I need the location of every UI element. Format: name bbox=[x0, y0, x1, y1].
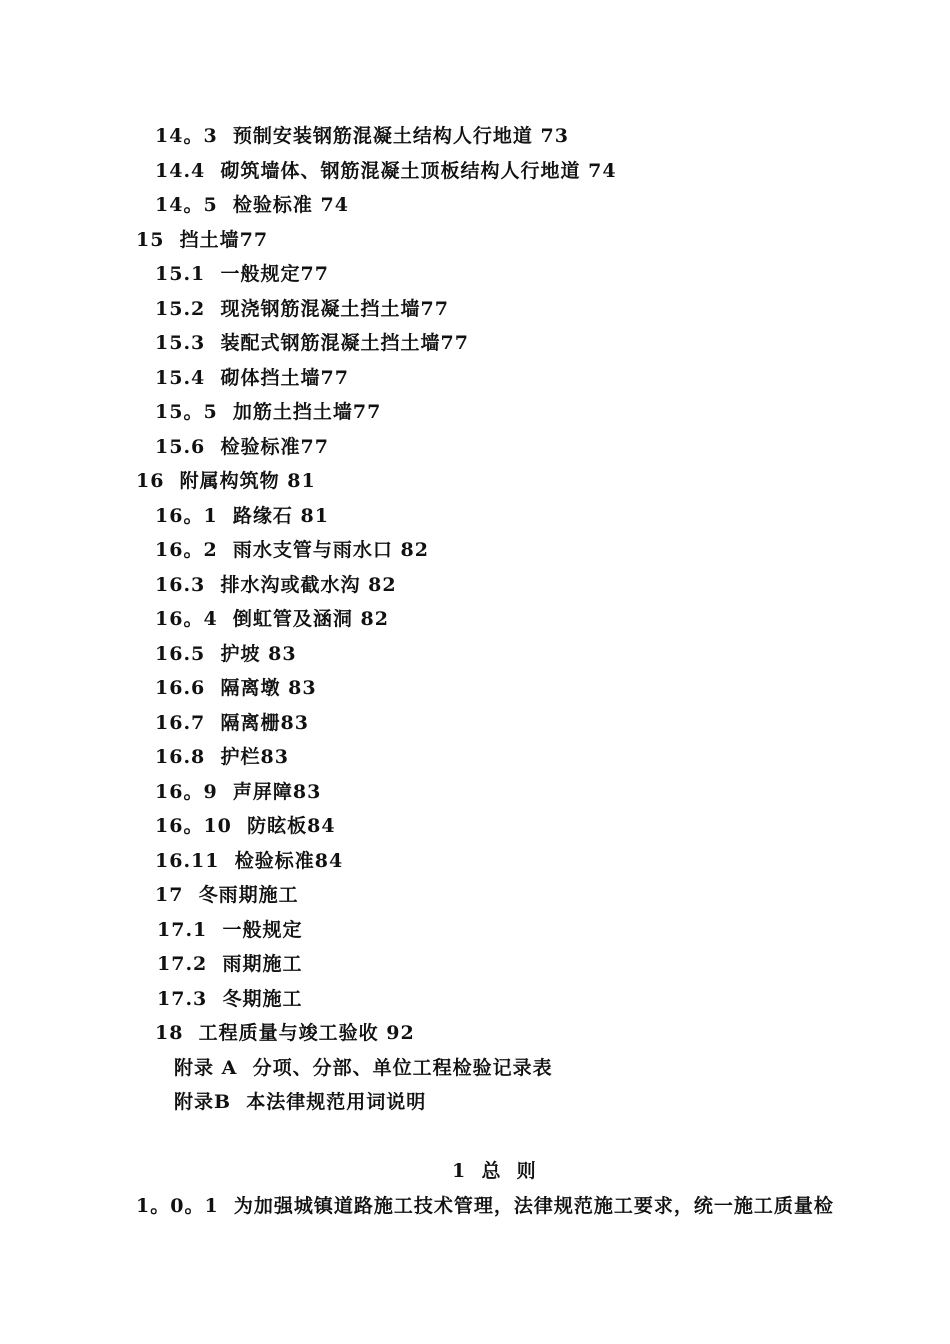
toc-item: 16.3 排水沟或截水沟 82 bbox=[155, 574, 397, 596]
toc-item: 16。9 声屏障83 bbox=[155, 781, 322, 803]
toc-item: 14。5 检验标准 74 bbox=[155, 194, 349, 216]
toc-item: 16。2 雨水支管与雨水口 82 bbox=[155, 539, 429, 561]
toc-item: 16.11 检验标准84 bbox=[155, 850, 344, 872]
toc-item: 16。4 倒虹管及涵洞 82 bbox=[155, 608, 389, 630]
toc-item: 15.6 检验标准77 bbox=[155, 436, 329, 458]
body-paragraph: 1。0。1 为加强城镇道路施工技术管理，法律规范施工要求，统一施工质量检 bbox=[136, 1195, 834, 1217]
toc-item: 17.2 雨期施工 bbox=[157, 953, 303, 975]
toc-item: 16。1 路缘石 81 bbox=[155, 505, 329, 527]
toc-item: 16。10 防眩板84 bbox=[155, 815, 336, 837]
section-heading: 1 总 则 bbox=[452, 1160, 537, 1182]
toc-item: 16.8 护栏83 bbox=[155, 746, 289, 768]
toc-item: 14。3 预制安装钢筋混凝土结构人行地道 73 bbox=[155, 125, 569, 147]
toc-item: 16 附属构筑物 81 bbox=[136, 470, 316, 492]
toc-item: 附录B 本法律规范用词说明 bbox=[174, 1091, 427, 1113]
toc-item: 15.4 砌体挡土墙77 bbox=[155, 367, 349, 389]
toc-item: 附录 A 分项、分部、单位工程检验记录表 bbox=[174, 1057, 553, 1079]
toc-item: 15 挡土墙77 bbox=[136, 229, 269, 251]
toc-item: 16.6 隔离墩 83 bbox=[155, 677, 317, 699]
toc-item: 14.4 砌筑墙体、钢筋混凝土顶板结构人行地道 74 bbox=[155, 160, 617, 182]
toc-item: 15.1 一般规定77 bbox=[155, 263, 329, 285]
toc-item: 17.1 一般规定 bbox=[157, 919, 303, 941]
toc-item: 17.3 冬期施工 bbox=[157, 988, 303, 1010]
toc-item: 18 工程质量与竣工验收 92 bbox=[155, 1022, 415, 1044]
toc-item: 15。5 加筋土挡土墙77 bbox=[155, 401, 382, 423]
toc-item: 15.2 现浇钢筋混凝土挡土墙77 bbox=[155, 298, 449, 320]
toc-item: 15.3 装配式钢筋混凝土挡土墙77 bbox=[155, 332, 469, 354]
toc-item: 17 冬雨期施工 bbox=[155, 884, 299, 906]
toc-item: 16.7 隔离栅83 bbox=[155, 712, 309, 734]
toc-item: 16.5 护坡 83 bbox=[155, 643, 297, 665]
